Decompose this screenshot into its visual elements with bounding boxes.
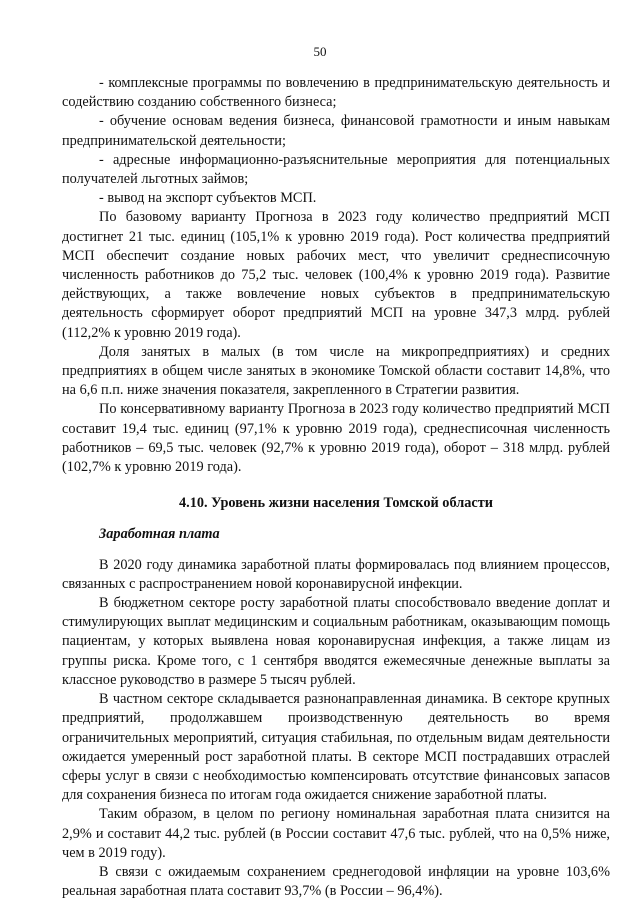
paragraph-real-wage: В связи с ожидаемым сохранением среднегодовой инфляции на уровне 103,6% реальная заработная плата составит 93,7% (в России – 96,4%). — [62, 863, 610, 900]
paragraph-employment-share: Доля занятых в малых (в том числе на микропредприятиях) и средних предприятиях в общем числе занятых в экономике Томской области составит 14,8%, что на 6,6 п.п. ниже значения показателя, закрепленного в Стратегии развития. — [62, 343, 610, 399]
paragraph-nominal-wage: Таким образом, в целом по региону номинальная заработная плата снизится на 2,9% и составит 44,2 тыс. рублей (в России составит 47,6 тыс. рублей, что на 0,5% ниже, чем в 2019 году). — [62, 806, 610, 861]
paragraph-conservative-scenario: По консервативному варианту Прогноза в 2023 году количество предприятий МСП составит 19,4 тыс. единиц (97,1% к уровню 2019 года), среднесписочная численность работников – 69,5 тыс. человек (92,7% к уровню 2019 года), оборот – 318 млрд. рублей (102,7% к уровню 2019 года). — [62, 401, 610, 476]
subheading-wages: Заработная плата — [99, 526, 220, 543]
paragraph-base-scenario: По базовому варианту Прогноза в 2023 году количество предприятий МСП достигнет 21 тыс. единиц (105,1% к уровню 2019 года). Рост количества предприятий МСП обеспечит создание новых рабочих мест, что увеличит среднесписочную численность работников до 75,2 тыс. человек (100,4% к уровню 2019 года). Развитие действующих, а также вовлечение новых субъектов в предпринимательскую деятельность сформирует оборот предприятий МСП на уровне 347,3 млрд. рублей (112,2% к уровню 2019 года). — [62, 209, 610, 341]
page-number: 50 — [313, 44, 327, 59]
paragraph-private-sector: В частном секторе складывается разнонаправленная динамика. В секторе крупных предприятий, продолжавшем производственную деятельность во время ограничительных мероприятий, ситуация стабильная, по отдельным видам деятельности ожидается умеренный рост заработной платы. В секторе МСП пострадавших отраслей сферы услуг в связи с необходимостью компенсировать отсутствие финансовых запасов для сохранения бизнеса по итогам года ожидается снижение заработной платы. — [62, 691, 610, 804]
document-body — [62, 74, 610, 901]
list-item-programs: - комплексные программы по вовлечению в предпринимательскую деятельность и содействию созданию собственного бизнеса; — [62, 75, 610, 111]
list-item-information-events: - адресные информационно-разъяснительные мероприятия для потенциальных получателей льготных займов; — [62, 151, 610, 188]
list-item-export: - вывод на экспорт субъектов МСП. — [99, 190, 317, 207]
paragraph-wage-dynamics: В 2020 году динамика заработной платы формировалась под влиянием процессов, связанных с распространением новой коронавирусной инфекции. — [62, 556, 610, 592]
list-item-training: - обучение основам ведения бизнеса, финансовой грамотности и иным навыкам предпринимательской деятельности; — [62, 113, 610, 149]
section-heading: 4.10. Уровень жизни населения Томской области — [178, 495, 494, 512]
paragraph-public-sector: В бюджетном секторе росту заработной платы способствовало введение доплат и стимулирующих выплат медицинским и социальным работникам, оказывающим помощь пациентам, у которых выявлена новая коронавирусная инфекция, а также лицам из группы риска. Кроме того, с 1 сентября вводятся ежемесячные денежные выплаты за классное руководство в размере 5 тысяч рублей. — [62, 595, 610, 688]
